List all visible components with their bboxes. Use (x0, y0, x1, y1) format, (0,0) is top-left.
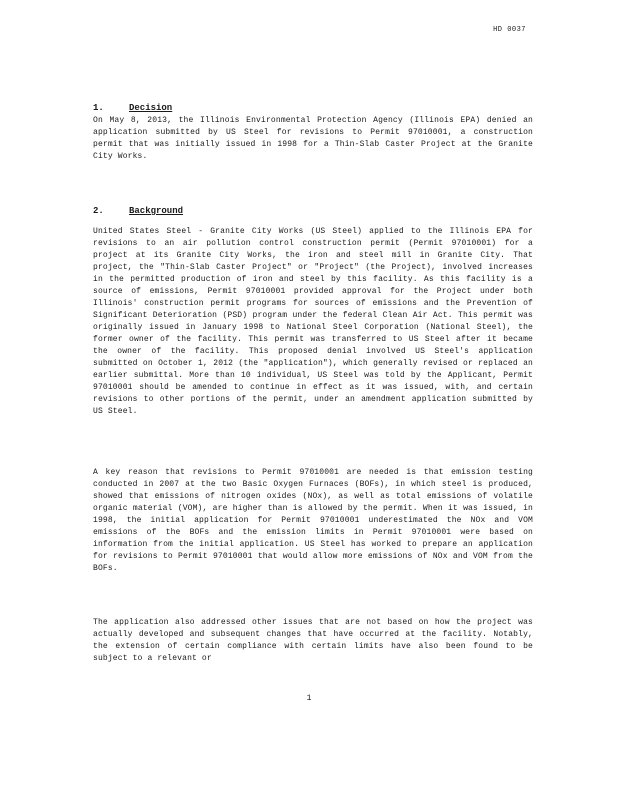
section-heading-decision (93, 102, 172, 114)
section-heading-background (93, 205, 183, 217)
section-title: Background (129, 206, 184, 216)
paragraph-background-2: A key reason that revisions to Permit 97010001 are needed is that emission testing conducted in 2007 at the two Basic Oxygen Furnaces (BOFs), in which steel is produced, showed that emissions of nitrogen oxides (NOx), as well as total emissions of volatile organic material (VOM), are higher than is allowed by the permit. When it was issued, in 1998, the initial application for Permit 97010001 underestimated the NOx and VOM emissions of the BOFs and the emission limits in Permit 97010001 were based on information from the initial application. US Steel has worked to prepare an application for revisions to Permit 97010001 that would allow more emissions of NOx and VOM from the BOFs. (93, 468, 533, 573)
paragraph-background-1: United States Steel - Granite City Works (US Steel) applied to the Illinois EPA for revisions to an air pollution control construction permit (Permit 97010001) for a project at its Granite City Works, the iron and steel mill in Granite City. That project, the "Thin-Slab Caster Project" or "Project" (the Project), involved increases in the permitted production of iron and steel by this facility. As this facility is a source of emissions, Permit 97010001 provided approval for the Project under both Illinois' construction permit programs for sources of emissions and the Prevention of Significant Deterioration (PSD) program under the federal Clean Air Act. This permit was originally issued in January 1998 to National Steel Corporation (National Steel), the former owner of the facility. This permit was transferred to US Steel after it became the owner of the facility. This proposed denial involved US Steel's application submitted on October 1, 2012 (the "application"), which generally revised or replaced an earlier submittal. More than 10 individual, US Steel was told by the Applicant, Permit 97010001 should be amended to continue in effect as it was issued, with, and certain revisions to other portions of the permit, under an amendment application submitted by US Steel. (93, 227, 533, 416)
document-id: HD 0037 (493, 26, 526, 34)
page-number: 1 (306, 694, 312, 703)
paragraph-decision: On May 8, 2013, the Illinois Environmental Protection Agency (Illinois EPA) denied an application submitted by US Steel for revisions to Permit 97010001, a construction permit that was initially issued in 1998 for a Thin-Slab Caster Project at the Granite City Works. (93, 116, 533, 161)
section-title: Decision (129, 103, 173, 113)
paragraph-background-3: The application also addressed other issues that are not based on how the project was actually developed and subsequent changes that have occurred at the facility. Notably, the extension of certain compliance with certain limits have also been found to be subject to a relevant or (93, 618, 533, 663)
section-number: 1. (93, 103, 104, 113)
section-number: 2. (93, 206, 104, 216)
